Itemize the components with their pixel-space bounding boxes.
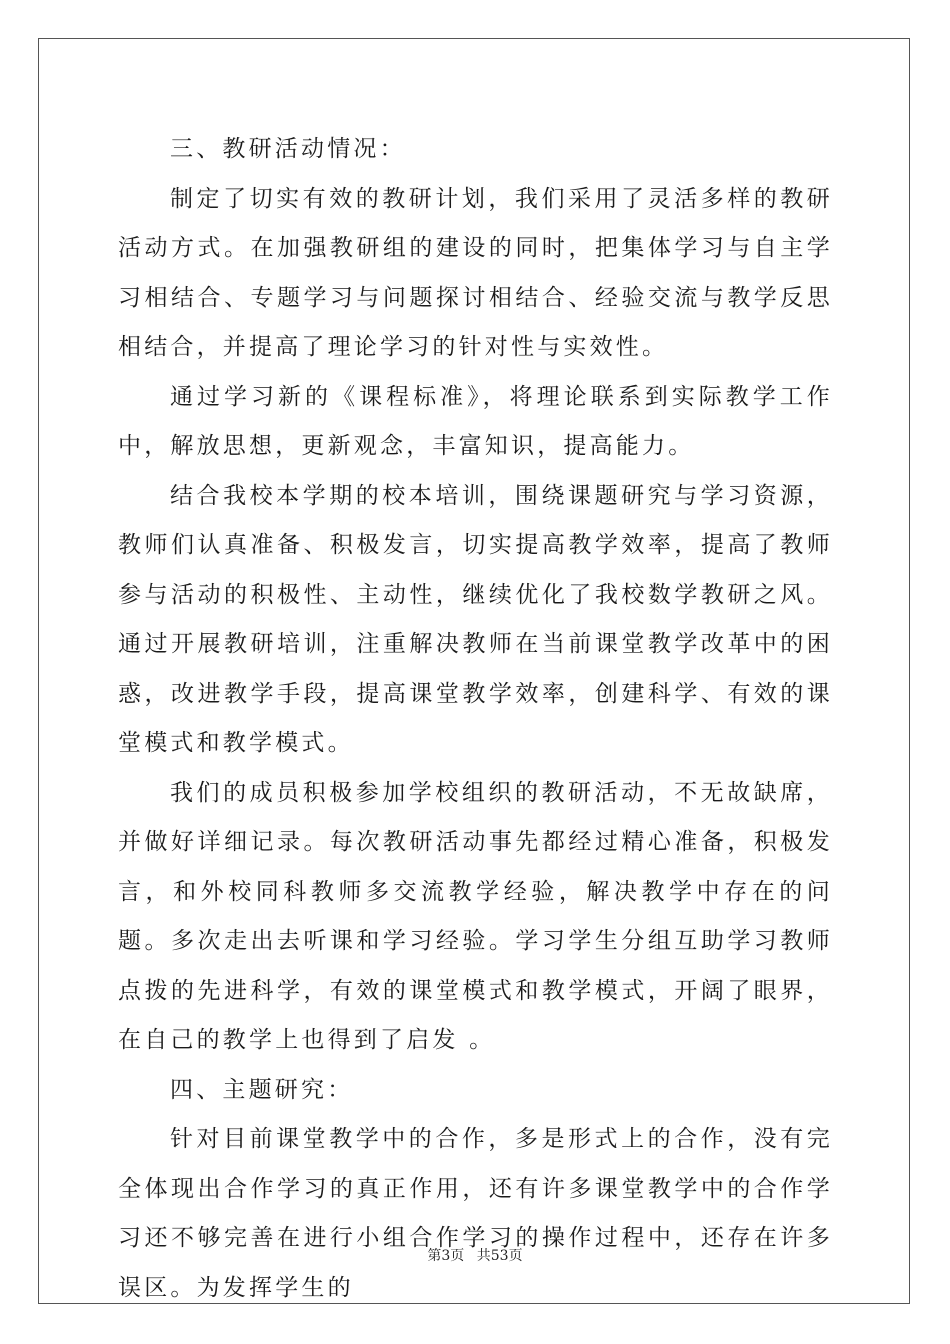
page-footer	[0, 1245, 950, 1265]
heading-section-4: 四、主题研究：	[170, 1076, 354, 1103]
paragraph: 我们的成员积极参加学校组织的教研活动，不无故缺席，并做好详细记录。每次教研活动事先都经过精心准备，积极发言，和外校同科教师多交流教学经验，解决教学中存在的问题。多次走出去听课和学习经验。学习学生分组互助学习教师点拨的先进科学，有效的课堂模式和教学模式，开阔了眼界，在自己的教学上也得到了启发 。	[118, 779, 833, 1053]
paragraph: 通过学习新的《课程标准》，将理论联系到实际教学工作中，解放思想，更新观念，丰富知识，提高能力。	[118, 383, 833, 459]
page-number: 第3页	[427, 1248, 465, 1264]
paragraph: 制定了切实有效的教研计划，我们采用了灵活多样的教研活动方式。在加强教研组的建设的同时，把集体学习与自主学习相结合、专题学习与问题探讨相结合、经验交流与教学反思相结合，并提高了理论学习的针对性与实效性。	[118, 185, 833, 360]
paragraph: 针对目前课堂教学中的合作，多是形式上的合作，没有完全体现出合作学习的真正作用，还有许多课堂教学中的合作学习还不够完善在进行小组合作学习的操作过程中，还存在许多误区。为发挥学生的	[118, 1126, 833, 1301]
page-total: 共53页	[476, 1248, 523, 1264]
heading-section-3: 三、教研活动情况：	[170, 136, 406, 162]
paragraph: 结合我校本学期的校本培训，围绕课题研究与学习资源，教师们认真准备、积极发言，切实提高教学效率，提高了教师参与活动的积极性、主动性，继续优化了我校数学教研之风。通过开展教研培训，注重解决教师在当前课堂教学改革中的困惑，改进教学手段，提高课堂教学效率，创建科学、有效的课堂模式和教学模式。	[118, 482, 833, 756]
document-body	[118, 125, 833, 1313]
